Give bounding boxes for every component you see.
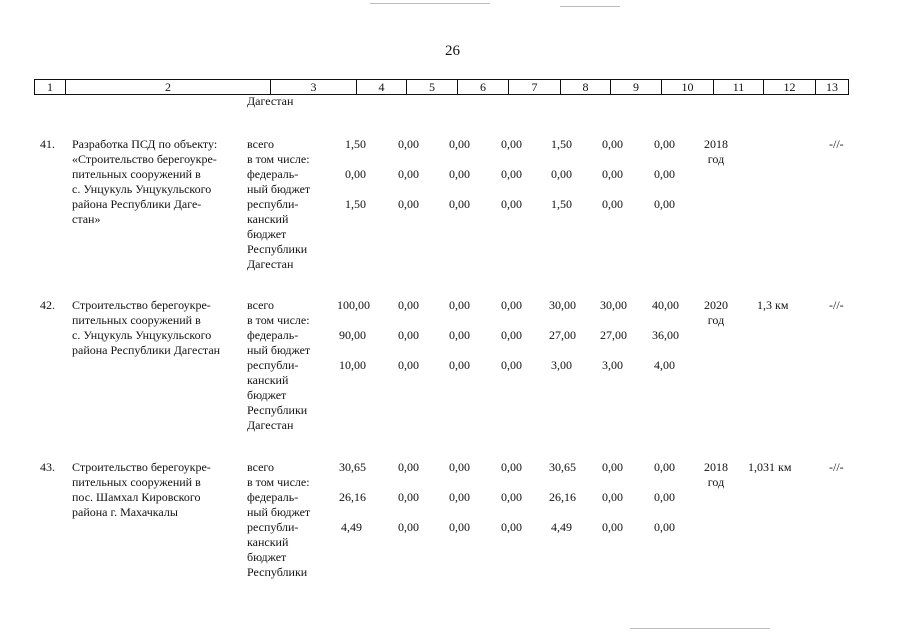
object-name-line: «Строительство берегоукре- bbox=[72, 152, 217, 166]
funding-source-line: Республики bbox=[247, 565, 308, 579]
header-col-12: 12 bbox=[763, 80, 815, 94]
funding-source-line: Дагестан bbox=[247, 257, 294, 271]
header-col-5: 5 bbox=[406, 80, 457, 94]
object-name-line: пительных сооружений в bbox=[72, 475, 201, 489]
funding-source-line: в том числе: bbox=[247, 475, 310, 489]
value-cell: 0,00 bbox=[654, 137, 675, 151]
header-col-9: 9 bbox=[610, 80, 661, 94]
funding-source-line: бюджет bbox=[247, 227, 287, 241]
value-cell: 0,00 bbox=[602, 137, 623, 151]
value-cell: 0,00 bbox=[501, 328, 522, 342]
funding-source-line: в том числе: bbox=[247, 152, 310, 166]
value-cell: 0,00 bbox=[449, 490, 470, 504]
value-cell: 36,00 bbox=[652, 328, 679, 342]
funding-source-line: ный бюджет bbox=[247, 505, 311, 519]
header-col-13: 13 bbox=[815, 80, 849, 94]
value-cell: 0,00 bbox=[501, 490, 522, 504]
year-value: 2018 bbox=[704, 460, 728, 474]
capacity-cell: 1,031 км bbox=[748, 460, 792, 474]
object-name-line: Строительство берегоукре- bbox=[72, 460, 211, 474]
header-col-6: 6 bbox=[457, 80, 508, 94]
object-name-line: Строительство берегоукре- bbox=[72, 298, 211, 312]
value-cell: 0,00 bbox=[551, 167, 572, 181]
value-cell: 0,00 bbox=[501, 197, 522, 211]
page-number: 26 bbox=[445, 43, 460, 59]
value-cell: 0,00 bbox=[345, 167, 366, 181]
value-cell: 0,00 bbox=[602, 460, 623, 474]
funding-source-line: канский bbox=[247, 535, 289, 549]
value-cell: 0,00 bbox=[501, 520, 522, 534]
value-cell: 0,00 bbox=[398, 520, 419, 534]
value-cell: 0,00 bbox=[654, 460, 675, 474]
value-cell: 100,00 bbox=[337, 298, 370, 312]
scan-artifact bbox=[630, 628, 770, 629]
object-name-line: района Республики Даге- bbox=[72, 197, 202, 211]
object-name-line: стан» bbox=[72, 212, 101, 226]
value-cell: 4,00 bbox=[654, 358, 675, 372]
value-cell: 3,00 bbox=[602, 358, 623, 372]
value-cell: 90,00 bbox=[339, 328, 366, 342]
object-name bbox=[72, 137, 240, 227]
value-cell: 30,65 bbox=[549, 460, 576, 474]
row-number: 41. bbox=[40, 137, 55, 151]
value-cell: 1,50 bbox=[345, 137, 366, 151]
funding-sources bbox=[247, 298, 322, 433]
header-col-3: 3 bbox=[270, 80, 356, 94]
funding-source-line: всего bbox=[247, 460, 275, 474]
object-name bbox=[72, 460, 240, 520]
funding-source-line: Республики bbox=[247, 403, 308, 417]
header-col-10: 10 bbox=[661, 80, 713, 94]
value-cell: 26,16 bbox=[549, 490, 576, 504]
funding-source-line: федераль- bbox=[247, 167, 299, 181]
funding-source-line: всего bbox=[247, 298, 275, 312]
funding-source-line: канский bbox=[247, 212, 289, 226]
value-cell: 0,00 bbox=[449, 298, 470, 312]
value-cell: 0,00 bbox=[501, 460, 522, 474]
year-cell bbox=[696, 460, 736, 490]
value-cell: 0,00 bbox=[449, 520, 470, 534]
funding-source-line: федераль- bbox=[247, 328, 299, 342]
value-cell: 4,49 bbox=[341, 520, 362, 534]
funding-source-line: Республики bbox=[247, 242, 308, 256]
header-col-1: 1 bbox=[34, 80, 65, 94]
value-cell: 0,00 bbox=[654, 490, 675, 504]
note-cell: -//- bbox=[829, 298, 844, 312]
note-cell: -//- bbox=[829, 460, 844, 474]
object-name bbox=[72, 298, 240, 358]
value-cell: 10,00 bbox=[339, 358, 366, 372]
object-name-line: района г. Махачкалы bbox=[72, 505, 178, 519]
value-cell: 27,00 bbox=[600, 328, 627, 342]
year-unit: год bbox=[707, 152, 725, 166]
value-cell: 3,00 bbox=[551, 358, 572, 372]
value-cell: 30,00 bbox=[600, 298, 627, 312]
value-cell: 0,00 bbox=[449, 460, 470, 474]
value-cell: 0,00 bbox=[449, 328, 470, 342]
row-number: 43. bbox=[40, 460, 55, 474]
value-cell: 0,00 bbox=[501, 167, 522, 181]
value-cell: 30,65 bbox=[339, 460, 366, 474]
scan-artifact bbox=[370, 3, 490, 4]
value-cell: 0,00 bbox=[654, 167, 675, 181]
funding-source-line: республи- bbox=[247, 358, 299, 372]
value-cell: 0,00 bbox=[398, 197, 419, 211]
funding-sources bbox=[247, 137, 322, 272]
funding-source-line: бюджет bbox=[247, 388, 287, 402]
funding-source-line: всего bbox=[247, 137, 275, 151]
value-cell: 1,50 bbox=[345, 197, 366, 211]
object-name-line: Разработка ПСД по объекту: bbox=[72, 137, 218, 151]
value-cell: 0,00 bbox=[602, 490, 623, 504]
value-cell: 0,00 bbox=[398, 328, 419, 342]
value-cell: 0,00 bbox=[449, 167, 470, 181]
value-cell: 0,00 bbox=[398, 167, 419, 181]
value-cell: 0,00 bbox=[398, 298, 419, 312]
value-cell: 0,00 bbox=[654, 197, 675, 211]
year-unit: год bbox=[707, 475, 725, 489]
value-cell: 0,00 bbox=[398, 358, 419, 372]
object-name-line: с. Унцукуль Унцукульского bbox=[72, 182, 212, 196]
value-cell: 0,00 bbox=[398, 490, 419, 504]
funding-source-line: бюджет bbox=[247, 550, 287, 564]
year-cell bbox=[696, 137, 736, 167]
value-cell: 0,00 bbox=[602, 520, 623, 534]
object-name-line: района Республики Дагестан bbox=[72, 343, 221, 357]
funding-source-line: федераль- bbox=[247, 490, 299, 504]
value-cell: 4,49 bbox=[551, 520, 572, 534]
funding-source-line: республи- bbox=[247, 197, 299, 211]
row-number: 42. bbox=[40, 298, 55, 312]
object-name-line: пительных сооружений в bbox=[72, 313, 201, 327]
object-name-line: пительных сооружений в bbox=[72, 167, 201, 181]
funding-sources bbox=[247, 460, 322, 580]
value-cell: 1,50 bbox=[551, 197, 572, 211]
carry-over-text: Дагестан bbox=[247, 94, 294, 108]
note-cell: -//- bbox=[829, 137, 844, 151]
funding-source-line: ный бюджет bbox=[247, 343, 311, 357]
object-name-line: пос. Шамхал Кировского bbox=[72, 490, 201, 504]
value-cell: 0,00 bbox=[654, 520, 675, 534]
header-col-8: 8 bbox=[560, 80, 610, 94]
value-cell: 0,00 bbox=[602, 197, 623, 211]
year-value: 2020 bbox=[704, 298, 728, 312]
value-cell: 30,00 bbox=[549, 298, 576, 312]
header-col-11: 11 bbox=[713, 80, 763, 94]
year-value: 2018 bbox=[704, 137, 728, 151]
value-cell: 27,00 bbox=[549, 328, 576, 342]
value-cell: 0,00 bbox=[501, 137, 522, 151]
value-cell: 1,50 bbox=[551, 137, 572, 151]
value-cell: 0,00 bbox=[398, 137, 419, 151]
header-col-7: 7 bbox=[508, 80, 560, 94]
table-header-row bbox=[34, 79, 849, 95]
value-cell: 0,00 bbox=[449, 358, 470, 372]
value-cell: 0,00 bbox=[602, 167, 623, 181]
funding-source-line: республи- bbox=[247, 520, 299, 534]
header-col-4: 4 bbox=[356, 80, 406, 94]
funding-source-line: канский bbox=[247, 373, 289, 387]
header-col-2: 2 bbox=[65, 80, 270, 94]
value-cell: 0,00 bbox=[449, 137, 470, 151]
funding-source-line: в том числе: bbox=[247, 313, 310, 327]
value-cell: 0,00 bbox=[501, 358, 522, 372]
value-cell: 26,16 bbox=[339, 490, 366, 504]
year-unit: год bbox=[707, 313, 725, 327]
capacity-cell: 1,3 км bbox=[757, 298, 789, 312]
object-name-line: с. Унцукуль Унцукульского bbox=[72, 328, 212, 342]
year-cell bbox=[696, 298, 736, 328]
funding-source-line: Дагестан bbox=[247, 418, 294, 432]
scan-artifact bbox=[560, 6, 620, 7]
funding-source-line: ный бюджет bbox=[247, 182, 311, 196]
value-cell: 40,00 bbox=[652, 298, 679, 312]
value-cell: 0,00 bbox=[398, 460, 419, 474]
value-cell: 0,00 bbox=[449, 197, 470, 211]
value-cell: 0,00 bbox=[501, 298, 522, 312]
